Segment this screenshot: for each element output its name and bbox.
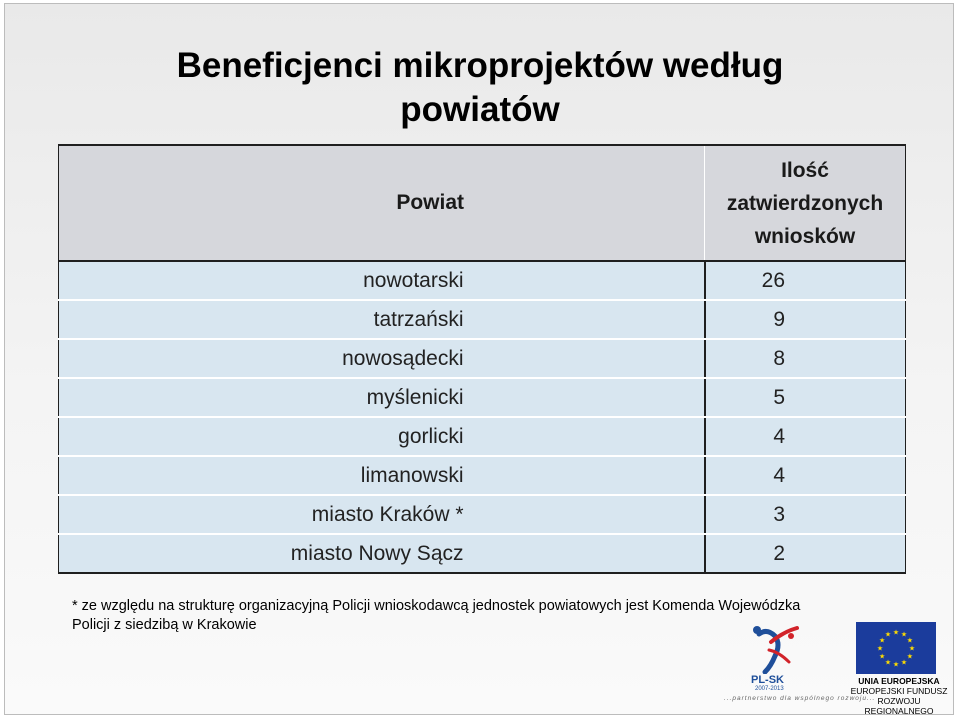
- row-count: 4: [705, 456, 906, 495]
- pl-sk-years: 2007-2013: [755, 686, 784, 692]
- table-row: [59, 495, 906, 534]
- eu-flag-icon: [856, 622, 936, 674]
- row-count: 8: [705, 339, 906, 378]
- row-count: 3: [705, 495, 906, 534]
- eu-label: [844, 676, 954, 716]
- eu-star-icon: ★: [908, 645, 916, 653]
- eu-stars-icon: [856, 622, 936, 674]
- row-count: 2: [705, 534, 906, 573]
- pl-sk-text: PL-SK: [751, 674, 784, 686]
- eu-star-icon: ★: [900, 631, 908, 639]
- table-row: [59, 300, 906, 339]
- eu-star-icon: ★: [879, 653, 886, 661]
- eu-label-line1: UNIA EUROPEJSKA: [858, 676, 940, 686]
- eu-star-icon: ★: [906, 653, 913, 661]
- row-name: tatrzański: [59, 300, 705, 339]
- row-count: 26: [705, 261, 906, 300]
- row-name: nowotarski: [59, 261, 705, 300]
- beneficiaries-table: [58, 144, 906, 574]
- row-name: gorlicki: [59, 417, 705, 456]
- pl-sk-logo: [745, 622, 805, 694]
- row-name: nowosądecki: [59, 339, 705, 378]
- row-name: miasto Kraków *: [59, 495, 705, 534]
- eu-label-line3: ROZWOJU REGIONALNEGO: [864, 696, 934, 716]
- row-name: limanowski: [59, 456, 705, 495]
- table-row: [59, 417, 906, 456]
- table-row: [59, 456, 906, 495]
- eu-star-icon: ★: [892, 629, 900, 637]
- table-header-row: [59, 145, 906, 261]
- slide-title: Beneficjenci mikroprojektów według powiatów: [176, 46, 784, 129]
- row-count: 4: [705, 417, 906, 456]
- row-name: miasto Nowy Sącz: [59, 534, 705, 573]
- eu-star-icon: ★: [892, 661, 900, 669]
- header-ilosc-label: Ilość zatwierdzonych wniosków: [726, 158, 884, 248]
- pl-sk-figure-icon: [745, 622, 805, 674]
- table-row: [59, 339, 906, 378]
- eu-star-icon: ★: [906, 637, 913, 645]
- eu-label-line2: EUROPEJSKI FUNDUSZ: [850, 686, 948, 696]
- eu-star-icon: ★: [876, 645, 884, 653]
- table-row: [59, 261, 906, 300]
- eu-star-icon: ★: [884, 631, 892, 639]
- partnership-slogan: ...partnerstwo dla wspólnego rozwoju...: [724, 695, 876, 702]
- header-ilosc: [705, 145, 906, 261]
- eu-star-icon: ★: [884, 659, 892, 667]
- header-powiat: Powiat: [59, 145, 705, 261]
- row-name: myślenicki: [59, 378, 705, 417]
- eu-star-icon: ★: [879, 637, 886, 645]
- footnote: * ze względu na strukturę organizacyjną Policji wnioskodawcą jednostek powiatowych jest Komenda Wojewódzka Policji z siedzibą w Krakowie: [72, 598, 801, 633]
- eu-star-icon: ★: [900, 659, 908, 667]
- row-count: 5: [705, 378, 906, 417]
- row-count: 9: [705, 300, 906, 339]
- table-row: [59, 534, 906, 573]
- table-row: [59, 378, 906, 417]
